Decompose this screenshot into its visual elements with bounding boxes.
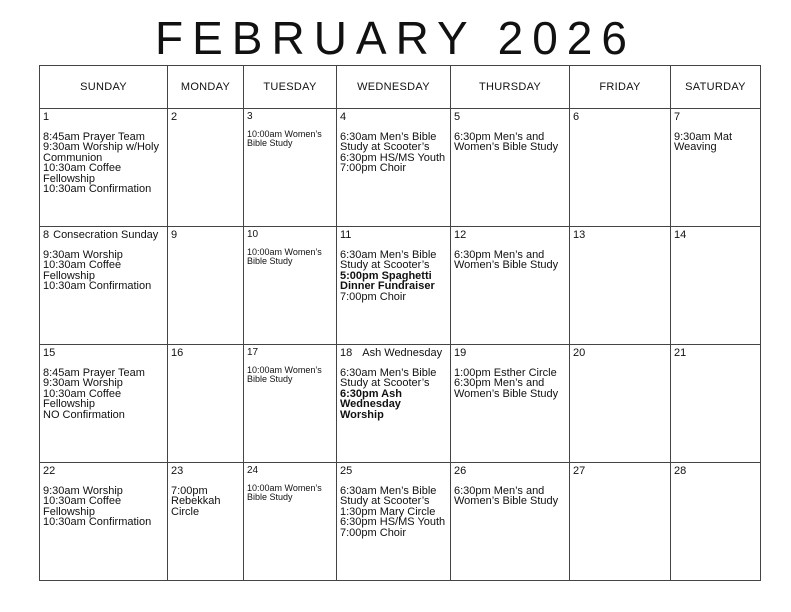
- day-header: [573, 230, 667, 241]
- day-cell[interactable]: [40, 227, 168, 345]
- day-number: 20: [573, 347, 586, 359]
- event-item: NO Confirmation: [43, 408, 125, 421]
- day-cell[interactable]: [337, 345, 451, 463]
- day-note: Consecration Sunday: [53, 229, 159, 241]
- day-cell[interactable]: [570, 109, 671, 227]
- day-header: [454, 466, 566, 477]
- event-item: 6:30pm Men’s and Women’s Bible Study: [454, 484, 559, 507]
- event-item: 9:30am Mat Weaving: [674, 130, 733, 153]
- day-cell[interactable]: [671, 109, 761, 227]
- day-number: 4: [340, 111, 347, 123]
- day-cell[interactable]: [168, 109, 244, 227]
- day-number: 9: [171, 229, 178, 241]
- event-item: 6:30pm Men’s and Women’s Bible Study: [454, 377, 559, 400]
- day-number: 25: [340, 465, 353, 477]
- weekday-header: SATURDAY: [671, 66, 761, 109]
- event-list: [454, 486, 566, 507]
- day-header: [340, 348, 447, 359]
- day-header: [340, 230, 447, 241]
- day-number: 11: [340, 229, 352, 241]
- event-item: 10:30am Coffee Fellowship: [43, 162, 122, 185]
- day-header: [171, 230, 240, 241]
- day-number: 10: [247, 229, 259, 240]
- weekday-header: WEDNESDAY: [337, 66, 451, 109]
- event-list: [247, 130, 333, 148]
- day-cell[interactable]: [244, 345, 337, 463]
- day-note: Ash Wednesday: [362, 347, 443, 359]
- event-item: 10:00am Women’s Bible Study: [247, 364, 322, 384]
- event-item: 6:30am Men’s Bible Study at Scooter’s: [340, 248, 437, 271]
- event-item: 6:30am Men’s Bible Study at Scooter’s: [340, 366, 437, 389]
- event-item: 5:00pm Spaghetti Dinner Fundraiser: [340, 269, 435, 292]
- event-item: 10:30am Confirmation: [43, 516, 152, 528]
- day-number: 15: [43, 347, 56, 359]
- day-number: 1: [43, 111, 50, 123]
- weekday-header: THURSDAY: [451, 66, 570, 109]
- calendar-grid: [39, 65, 761, 581]
- weekday-header: FRIDAY: [570, 66, 671, 109]
- day-header: [573, 466, 667, 477]
- day-number: 28: [674, 465, 687, 477]
- event-item: 6:30pm Ash Wednesday Worship: [340, 387, 402, 421]
- weekday-header: SUNDAY: [40, 66, 168, 109]
- event-list: [43, 250, 164, 292]
- day-header: [573, 348, 667, 359]
- day-header: [171, 466, 240, 477]
- day-cell[interactable]: [451, 345, 570, 463]
- event-item: 6:30pm Men’s and Women’s Bible Study: [454, 130, 559, 153]
- day-header: [247, 230, 333, 241]
- day-number: 27: [573, 465, 586, 477]
- day-cell[interactable]: [451, 227, 570, 345]
- day-cell[interactable]: [337, 227, 451, 345]
- day-header: [573, 112, 667, 123]
- day-number: 16: [171, 347, 184, 359]
- day-number: 23: [171, 465, 184, 477]
- weekday-header: TUESDAY: [244, 66, 337, 109]
- event-item: 9:30am Worship w/Holy Communion: [43, 141, 159, 164]
- event-item: 7:00pm Choir: [340, 162, 407, 174]
- day-number: 17: [247, 347, 259, 358]
- event-list: [454, 132, 566, 153]
- event-item: 6:30am Men’s Bible Study at Scooter’s: [340, 484, 437, 507]
- event-item: 10:00am Women’s Bible Study: [247, 246, 322, 266]
- event-item: 8:45am Prayer Team: [43, 130, 145, 143]
- event-item: 10:00am Women’s Bible Study: [247, 128, 322, 148]
- day-cell[interactable]: [570, 463, 671, 581]
- day-header: [247, 466, 333, 477]
- calendar-title: FEBRUARY 2026: [155, 12, 636, 64]
- event-item: 1:30pm Mary Circle: [340, 505, 436, 518]
- event-item: 7:00pm Choir: [340, 290, 407, 303]
- event-item: 10:30am Coffee Fellowship: [43, 259, 122, 282]
- weekday-header: MONDAY: [168, 66, 244, 109]
- event-item: 6:30pm HS/MS Youth: [340, 516, 446, 528]
- day-cell[interactable]: [337, 463, 451, 581]
- day-header: [674, 466, 757, 477]
- day-cell[interactable]: [40, 345, 168, 463]
- event-item: 6:30pm Men’s and Women’s Bible Study: [454, 248, 559, 271]
- day-cell[interactable]: [40, 109, 168, 227]
- day-header: [454, 112, 566, 123]
- event-item: 10:30am Coffee Fellowship: [43, 495, 122, 518]
- event-list: [247, 484, 333, 502]
- event-item: 6:30am Men’s Bible Study at Scooter’s: [340, 130, 437, 153]
- day-number: 2: [171, 111, 178, 123]
- event-item: 10:30am Coffee Fellowship: [43, 387, 122, 410]
- event-list: [43, 132, 164, 195]
- day-number: 7: [674, 111, 681, 123]
- event-list: [454, 250, 566, 271]
- day-header: [674, 230, 757, 241]
- event-item: 10:00am Women’s Bible Study: [247, 482, 322, 502]
- day-cell[interactable]: [451, 109, 570, 227]
- day-header: [171, 348, 240, 359]
- day-number: 21: [674, 347, 687, 359]
- day-cell[interactable]: [337, 109, 451, 227]
- day-header: [43, 466, 164, 477]
- day-cell[interactable]: [168, 463, 244, 581]
- week-row: [40, 109, 761, 227]
- event-list: [340, 250, 447, 303]
- day-header: [171, 112, 240, 123]
- weekday-header-row: [40, 66, 761, 109]
- event-item: 7:00pm Choir: [340, 526, 407, 539]
- day-header: [674, 112, 757, 123]
- event-list: [43, 486, 164, 528]
- day-number: 24: [247, 465, 259, 476]
- day-cell[interactable]: [671, 463, 761, 581]
- day-number: 18: [340, 347, 353, 359]
- day-header: [340, 112, 447, 123]
- day-header: [247, 112, 333, 123]
- day-cell[interactable]: [168, 345, 244, 463]
- day-number: 6: [573, 111, 580, 123]
- day-cell[interactable]: [570, 227, 671, 345]
- day-number: 3: [247, 111, 253, 122]
- calendar-body: [40, 109, 761, 581]
- event-list: [340, 132, 447, 174]
- week-row: [40, 463, 761, 581]
- day-number: 13: [573, 229, 586, 241]
- day-header: [340, 466, 447, 477]
- day-cell[interactable]: [244, 227, 337, 345]
- event-item: 10:30am Confirmation: [43, 183, 152, 195]
- event-item: 9:30am Worship: [43, 248, 123, 261]
- day-header: [454, 230, 566, 241]
- event-item: 9:30am Worship: [43, 377, 123, 389]
- event-list: [340, 368, 447, 421]
- day-cell[interactable]: [671, 345, 761, 463]
- week-row: [40, 227, 761, 345]
- day-cell[interactable]: [451, 463, 570, 581]
- day-header: [43, 230, 164, 241]
- event-item: 10:30am Confirmation: [43, 280, 152, 292]
- event-list: [43, 368, 164, 421]
- event-item: 9:30am Worship: [43, 484, 123, 497]
- day-header: [43, 112, 164, 123]
- event-list: [247, 248, 333, 266]
- event-list: [674, 132, 757, 153]
- day-header: [454, 348, 566, 359]
- event-item: 1:00pm Esther Circle: [454, 366, 557, 379]
- event-list: [454, 368, 566, 400]
- day-number: 26: [454, 465, 467, 477]
- day-number: 14: [674, 229, 687, 241]
- day-cell[interactable]: [168, 227, 244, 345]
- event-list: [340, 486, 447, 539]
- day-header: [247, 348, 333, 359]
- week-row: [40, 345, 761, 463]
- day-number: 5: [454, 111, 461, 123]
- day-cell[interactable]: [40, 463, 168, 581]
- day-number: 8: [43, 229, 50, 241]
- day-cell[interactable]: [244, 463, 337, 581]
- event-list: [247, 366, 333, 384]
- day-header: [674, 348, 757, 359]
- event-item: 8:45am Prayer Team: [43, 366, 145, 379]
- day-number: 19: [454, 347, 467, 359]
- event-item: 7:00pm Rebekkah Circle: [171, 484, 221, 518]
- day-cell[interactable]: [244, 109, 337, 227]
- day-cell[interactable]: [570, 345, 671, 463]
- day-number: 12: [454, 229, 467, 241]
- event-item: 6:30pm HS/MS Youth: [340, 151, 446, 164]
- day-cell[interactable]: [671, 227, 761, 345]
- day-number: 22: [43, 465, 56, 477]
- event-list: [171, 486, 240, 518]
- day-header: [43, 348, 164, 359]
